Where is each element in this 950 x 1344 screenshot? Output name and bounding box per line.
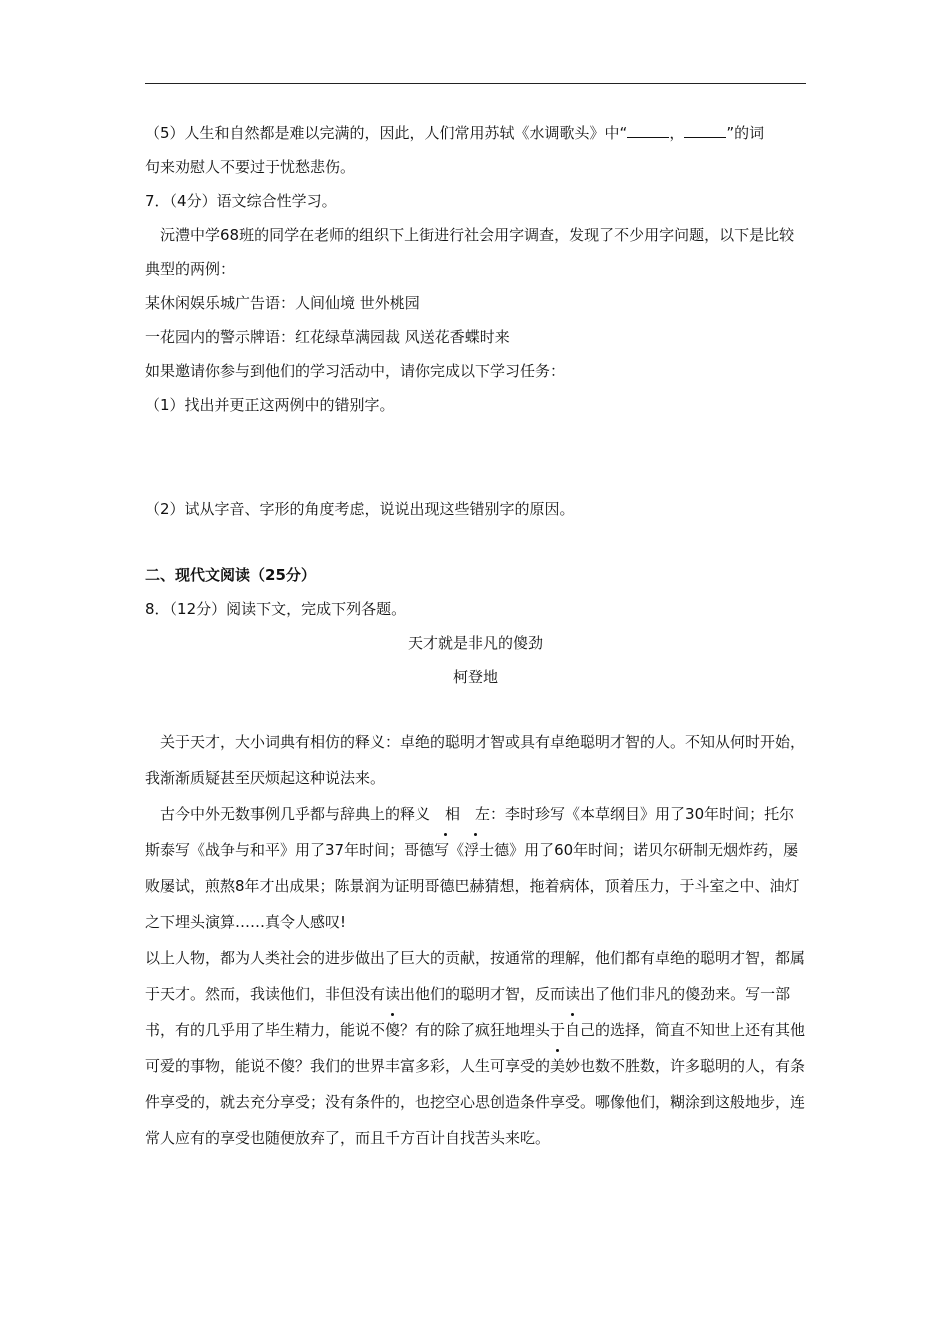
article-author: 柯登地 — [452, 668, 498, 686]
article-paragraph-1: 关于天才，大小词典有相仿的释义：卓绝的聪明才智或具有卓绝聪明才智的人。不知从何时开始，我渐渐质疑甚至厌烦起这种说法来。 — [145, 733, 806, 787]
article-paragraph-2: 古今中外无数事例几乎都与辞典上的释义 相 左：李时珍写《本草纲目》用了30年时间；托尔斯泰写《战争与和平》用了37年时间；哥德写《浮士德》用了60年时间；诺贝尔研制无烟炸药，屡败屡试，煎熬8年才出成果；陈景润为证明哥德巴赫猜想，拖着病体，顶着压力，于斗室之中、油灯之下埋头演算……真令人感叹! — [145, 796, 806, 940]
q7-task-2: （2）试从字音、字形的角度考虑，说说出现这些错别字的原因。 — [145, 500, 575, 518]
q7-title: 7．（4分）语文综合性学习。 — [145, 192, 337, 210]
q8-title: 8．（12分）阅读下文，完成下列各题。 — [145, 600, 407, 618]
emphasis-char: 左 — [460, 796, 490, 832]
q7-task-1: （1）找出并更正这两例中的错别字。 — [145, 396, 395, 414]
answer-blank-2[interactable] — [684, 125, 726, 138]
emphasis-char: 于 — [550, 1012, 565, 1048]
q5-line1: （5）人生和自然都是难以完满的，因此，人们常用苏轼《水调歌头》中“ ， ”的词 — [145, 124, 765, 142]
emphasis-char: 相 — [430, 796, 460, 832]
article-paragraph-3: 以上人物，都为人类社会的进步做出了巨大的贡献，按通常的理解，他们都有卓绝的聪明才智，都属于天才。然而，我读他们，非但没有读出他们的聪明才智，反而读出了他们非凡的傻劲来。写一部书，有的几乎用了毕生精力，能说不傻？有的除了疯狂地埋头于自己的选择，简直不知世上还有其他可爱的事物，能说不傻？我们的世界丰富多彩，人生可享受的美妙也数不胜数，许多聪明的人，有条件享受的，就去充分享受；没有条件的，也挖空心思创造条件享受。哪像他们，糊涂到这般地步，连常人应有的享受也随便放弃了，而且千方百计自找苦头来吃。 — [145, 949, 806, 1147]
emphasis-char: 读 — [565, 976, 580, 1012]
document-body — [145, 116, 806, 1156]
q5-line2: 句来劝慰人不要过于忧愁悲伤。 — [145, 158, 356, 176]
section-title: 二、现代文阅读（25分） — [145, 566, 316, 584]
answer-blank-1[interactable] — [627, 125, 669, 138]
q7-example-1: 某休闲娱乐城广告语：人间仙境 世外桃园 — [145, 294, 420, 312]
q7-task-intro: 如果邀请你参与到他们的学习活动中，请你完成以下学习任务： — [145, 362, 566, 380]
emphasis-char: 读 — [385, 976, 400, 1012]
q7-example-2: 一花园内的警示牌语：红花绿草满园裁 风送花香蝶时来 — [145, 328, 510, 346]
answer-space-2[interactable] — [145, 526, 806, 558]
answer-space-1[interactable] — [145, 422, 806, 492]
spacer — [145, 694, 806, 724]
header-rule — [145, 83, 806, 84]
article-title: 天才就是非凡的傻劲 — [407, 634, 543, 652]
q7-intro: 沅澧中学68班的同学在老师的组织下上街进行社会用字调查，发现了不少用字问题，以下是比较典型的两例： — [145, 226, 795, 278]
